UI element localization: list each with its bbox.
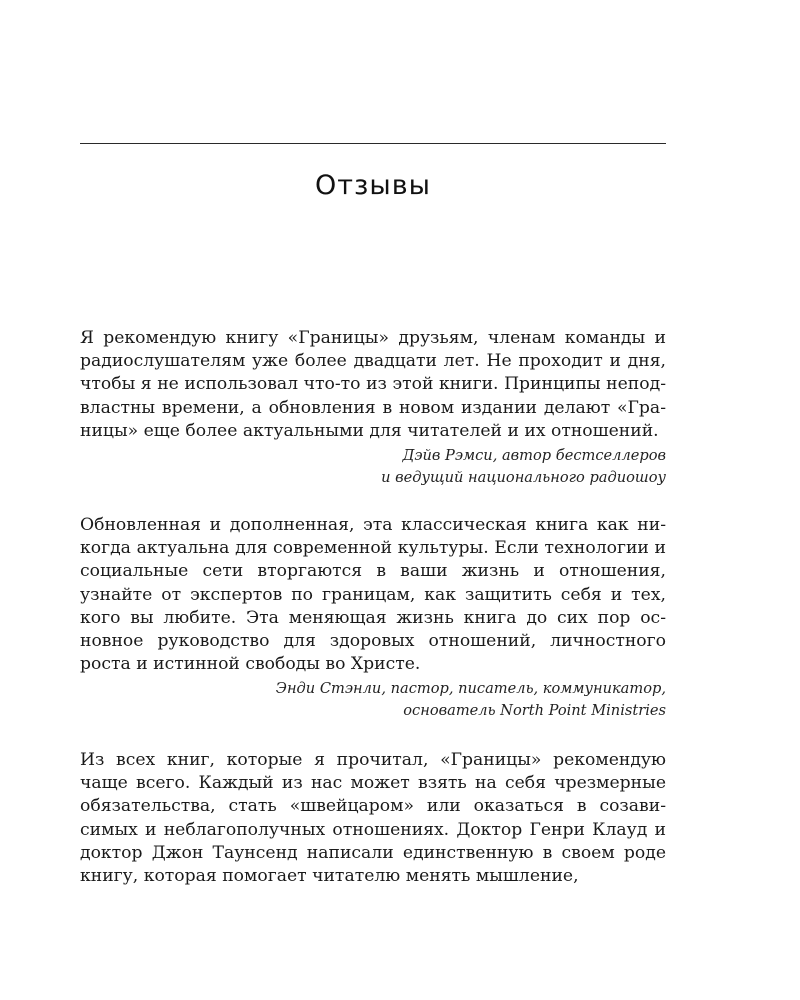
review-attribution bbox=[80, 445, 666, 488]
book-page bbox=[80, 0, 666, 1000]
review-text: Обновленная и дополненная, эта классическая книга как никогда актуальна для современной культуры. Если технологии и социальные сети вторгаются в ваши жизнь и отношения, узнайте от экспертов по границам, как защитить себя и тех, кого вы любите. Эта меняющая жизнь книга до сих пор основное руководство для здоровых отношений, личностного роста и истинной свободы во Христе. bbox=[80, 515, 666, 675]
review-attribution bbox=[80, 678, 666, 721]
review-text: Я рекомендую книгу «Границы» друзьям, членам команды и радиослушателям уже более двадцати лет. Не проходит и дня, чтобы я не использовал что-то из этой книги. Принципы неподвластны времени, а обновления в новом издании делают «Границы» еще более актуальными для читателей и их отношений. bbox=[80, 328, 666, 441]
attribution-line: Энди Стэнли, пастор, писатель, коммуникатор, bbox=[275, 680, 666, 698]
attribution-line: основатель North Point Ministries bbox=[403, 701, 666, 719]
page-title: Отзывы bbox=[315, 170, 431, 201]
review-2 bbox=[80, 514, 666, 721]
review-1 bbox=[80, 327, 666, 488]
attribution-line: Дэйв Рэмси, автор бестселлеров bbox=[402, 447, 666, 465]
attribution-line: и ведущий национального радиошоу bbox=[381, 468, 666, 486]
review-3 bbox=[80, 749, 666, 888]
header-rule bbox=[80, 143, 666, 144]
review-text: Из всех книг, которые я прочитал, «Границы» рекомендую чаще всего. Каждый из нас может взять на себя чрезмерные обязательства, стать «швейцаром» или оказаться в созависимых и неблагополучных отношениях. Доктор Генри Клауд и доктор Джон Таунсенд написали единственную в своем роде книгу, которая помогает читателю менять мышление, bbox=[80, 750, 666, 887]
